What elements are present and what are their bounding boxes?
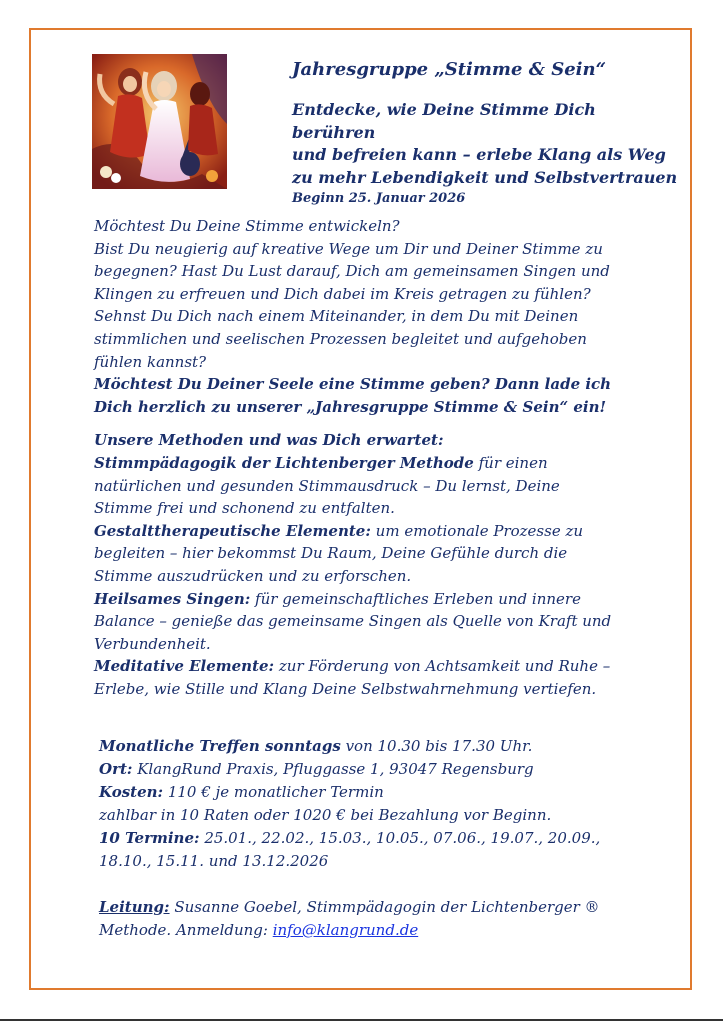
method-3-label: Heilsames Singen:: [94, 589, 251, 608]
method-2-line-2: begleiten – hier bekommst Du Raum, Deine Gefühle durch die: [94, 544, 568, 563]
method-4: [94, 655, 654, 678]
method-2-line-3: Stimme auszudrücken und zu erforschen.: [94, 566, 412, 585]
email-link[interactable]: info@klangrund.de: [272, 921, 419, 939]
method-1-line-2: natürlichen und gesunden Stimmausdruck – Du lernst, Deine: [94, 476, 560, 495]
method-1-text: für einen: [473, 453, 548, 472]
intro-line: Möchtest Du Deine Stimme entwickeln?: [94, 217, 400, 235]
method-1: [94, 452, 654, 475]
registration-text: Methode. Anmeldung:: [99, 921, 273, 939]
location-label: Ort:: [99, 760, 133, 778]
meeting-value: von 10.30 bis 17.30 Uhr.: [340, 737, 533, 755]
method-1-line-3: Stimme frei und schonend zu entfalten.: [94, 499, 395, 518]
dates: [99, 827, 659, 850]
dates-value: 25.01., 22.02., 15.03., 10.05., 07.06., 19.07., 20.09.,: [199, 829, 601, 847]
leader: [99, 896, 659, 919]
dates-line-2: 18.10., 15.11. und 13.12.2026: [99, 852, 329, 870]
method-2-text: um emotionale Prozesse zu: [370, 521, 584, 540]
singers-painting: [92, 54, 227, 189]
method-3-line-3: Verbundenheit.: [94, 634, 211, 653]
costs-value: 110 € je monatlicher Termin: [163, 783, 384, 801]
subtitle-line-2: und befreien kann – erlebe Klang als Weg: [292, 145, 666, 164]
costs-line-2: zahlbar in 10 Raten oder 1020 € bei Bezahlung vor Beginn.: [99, 806, 552, 824]
meeting-label: Monatliche Treffen sonntags: [99, 737, 341, 755]
method-3-line-2: Balance – genieße das gemeinsame Singen als Quelle von Kraft und: [94, 612, 612, 631]
main-text: [94, 215, 654, 700]
intro-line: fühlen kannst?: [94, 352, 207, 371]
intro-line: Klingen zu erfreuen und Dich dabei im Kreis getragen zu fühlen?: [94, 284, 591, 303]
bottom-divider: [0, 1019, 723, 1021]
intro-line: stimmlichen und seelischen Prozessen begleitet und aufgehoben: [94, 329, 587, 348]
method-3: [94, 588, 654, 611]
leader-label: Leitung:: [99, 898, 170, 916]
subtitle-line-3: zu mehr Lebendigkeit und Selbstvertrauen: [292, 167, 678, 187]
costs: [99, 781, 659, 804]
start-date: Beginn 25. Januar 2026: [292, 191, 466, 206]
subtitle-line-1: Entdecke, wie Deine Stimme Dich berühren: [292, 100, 596, 142]
intro-line: Bist Du neugierig auf kreative Wege um Dir und Deiner Stimme zu: [94, 239, 603, 258]
method-4-text: zur Förderung von Achtsamkeit und Ruhe –: [274, 657, 611, 676]
leader-value: Susanne Goebel, Stimmpädagogin der Lichtenberger ®: [169, 898, 600, 916]
intro-line: begegnen? Hast Du Lust darauf, Dich am gemeinsamen Singen und: [94, 262, 610, 281]
methods-heading: Unsere Methoden und was Dich erwartet:: [94, 431, 444, 450]
method-4-line-2: Erlebe, wie Stille und Klang Deine Selbstwahrnehmung vertiefen.: [94, 679, 597, 698]
page-title: Jahresgruppe „Stimme & Sein“: [292, 59, 606, 80]
method-3-text: für gemeinschaftliches Erleben und innere: [250, 589, 581, 608]
method-2: [94, 520, 654, 543]
costs-label: Kosten:: [99, 783, 164, 801]
invite-line: Möchtest Du Deiner Seele eine Stimme geben? Dann lade ich: [94, 375, 612, 394]
dates-label: 10 Termine:: [99, 829, 200, 847]
method-2-label: Gestalttherapeutische Elemente:: [94, 521, 371, 540]
method-4-label: Meditative Elemente:: [94, 657, 275, 676]
location-value: KlangRund Praxis, Pfluggasse 1, 93047 Regensburg: [132, 760, 534, 778]
invite-line: Dich herzlich zu unserer „Jahresgruppe Stimme & Sein“ ein!: [94, 397, 607, 416]
intro-line: Sehnst Du Dich nach einem Miteinander, in dem Du mit Deinen: [94, 307, 579, 326]
meeting-times: [99, 735, 659, 758]
location: [99, 758, 659, 781]
registration: [99, 919, 659, 942]
method-1-label: Stimmpädagogik der Lichtenberger Methode: [94, 453, 474, 472]
details-block: [99, 735, 659, 942]
header-block: [292, 58, 682, 209]
